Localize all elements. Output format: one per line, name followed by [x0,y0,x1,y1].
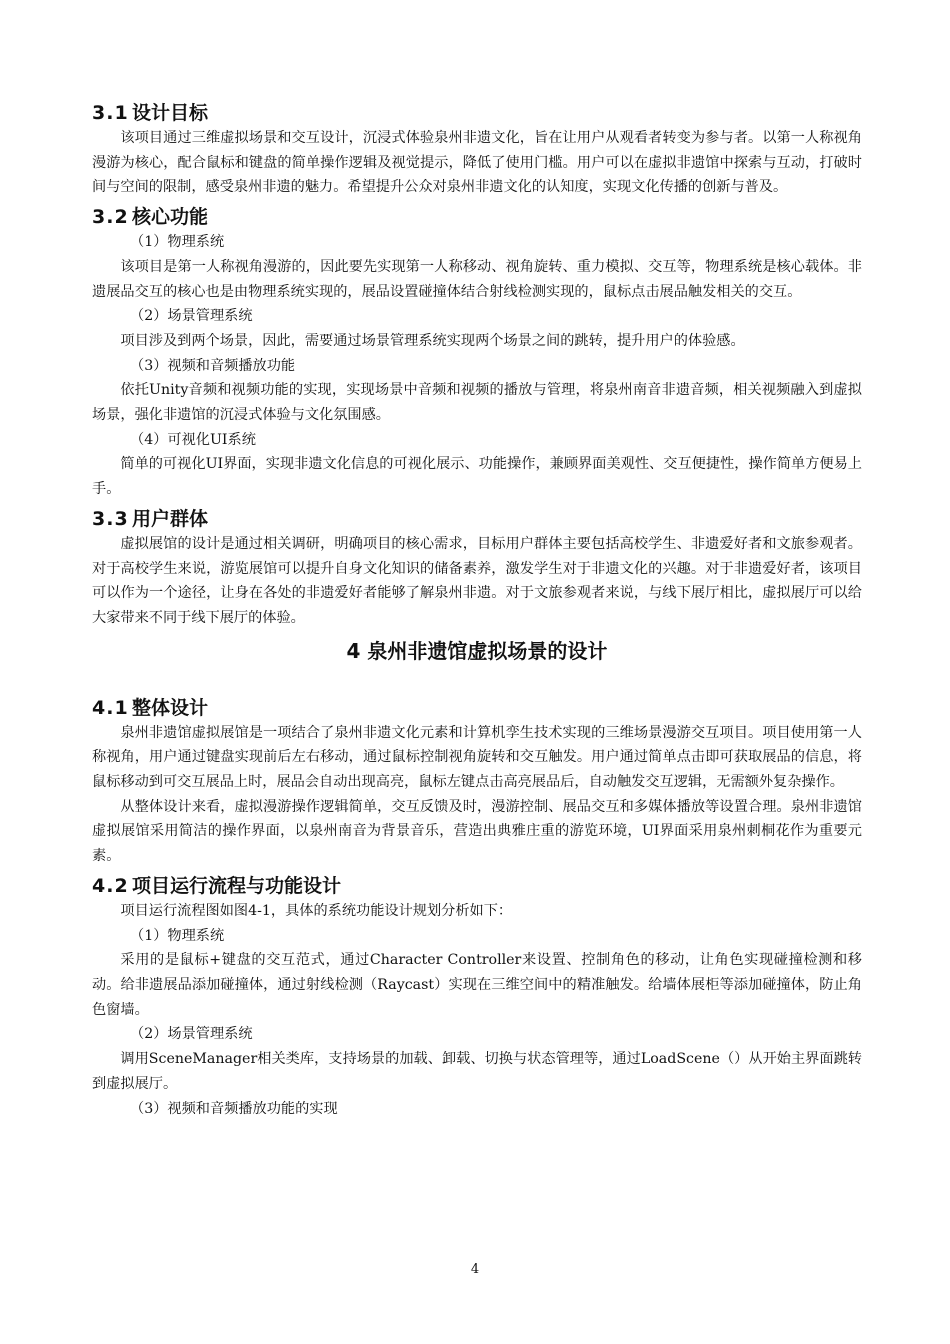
subheading: （4）可视化UI系统 [130,431,256,448]
paragraph: 依托Unity音频和视频功能的实现，实现场景中音频和视频的播放与管理，将泉州南音非遗音频，相关视频融入到虚拟场景，强化非遗馆的沉浸式体验与文化氛围感。 [92,382,862,424]
paragraph: 简单的可视化UI界面，实现非遗文化信息的可视化展示、功能操作，兼顾界面美观性、交互便捷性，操作简单方便易上手。 [92,456,862,498]
paragraph: 从整体设计来看，虚拟漫游操作逻辑简单，交互反馈及时，漫游控制、展品交互和多媒体播放等设置合理。泉州非遗馆虚拟展馆采用简洁的操作界面，以泉州南音为背景音乐，营造出典雅庄重的游览环境，UI界面采用泉州刺桐花作为重要元素。 [92,798,862,865]
section-heading-3-2: 3.2 核心功能 [92,206,209,229]
paragraph: 采用的是鼠标+键盘的交互范式，通过Character Controller来设置、控制角色的移动，让角色实现碰撞检测和移动。给非遗展品添加碰撞体，通过射线检测（Raycast）实现在三维空间中的精准触发。给墙体展柜等添加碰撞体，防止角色窗墙。 [92,952,862,1018]
paragraph: 调用SceneManager相关类库，支持场景的加载、卸载、切换与状态管理等，通过LoadScene（）从开始主界面跳转到虚拟展厅。 [92,1051,862,1092]
chapter-heading-4: 4 泉州非遗馆虚拟场景的设计 [346,638,608,663]
paragraph: 该项目通过三维虚拟场景和交互设计，沉浸式体验泉州非遗文化，旨在让用户从观看者转变为参与者。以第一人称视角漫游为核心，配合鼠标和键盘的简单操作逻辑及视觉提示，降低了使用门槛。用户可以在虚拟非遗馆中探索与互动，打破时间与空间的限制，感受泉州非遗的魅力。希望提升公众对泉州非遗文化的认知度，实现文化传播的创新与普及。 [92,130,862,196]
section-heading-4-2: 4.2 项目运行流程与功能设计 [92,874,342,897]
page-number: 4 [470,1262,480,1277]
paragraph: 项目运行流程图如图4-1，具体的系统功能设计规划分析如下： [120,902,513,919]
subheading: （3）视频和音频播放功能的实现 [130,1100,338,1117]
subheading: （1）物理系统 [130,234,225,251]
section-heading-3-3: 3.3 用户群体 [92,507,209,530]
paragraph: 项目涉及到两个场景，因此，需要通过场景管理系统实现两个场景之间的跳转，提升用户的体验感。 [120,332,745,349]
subheading: （1）物理系统 [130,927,225,944]
paragraph: 虚拟展馆的设计是通过相关调研，明确项目的核心需求，目标用户群体主要包括高校学生、非遗爱好者和文旅参观者。对于高校学生来说，游览展馆可以提升自身文化知识的储备素养，激发学生对于非遗文化的兴趣。对于非遗爱好者，该项目可以作为一个途径，让身在各处的非遗爱好者能够了解泉州非遗。对于文旅参观者来说，与线下展厅相比，虚拟展厅可以给大家带来不同于线下展厅的体验。 [92,535,862,626]
subheading: （3）视频和音频播放功能 [130,357,296,374]
subheading: （2）场景管理系统 [130,308,253,325]
paragraph: 泉州非遗馆虚拟展馆是一项结合了泉州非遗文化元素和计算机孪生技术实现的三维场景漫游交互项目。项目使用第一人称视角，用户通过键盘实现前后左右移动，通过鼠标控制视角旋转和交互触发。用户通过简单点击即可获取展品的信息，将鼠标移动到可交互展品上时，展品会自动出现高亮，鼠标左键点击高亮展品后，自动触发交互逻辑，无需额外复杂操作。 [92,724,862,791]
section-heading-3-1: 3.1 设计目标 [92,102,209,124]
document-page [92,100,862,1121]
paragraph: 该项目是第一人称视角漫游的，因此要先实现第一人称移动、视角旋转、重力模拟、交互等，物理系统是核心载体。非遗展品交互的核心也是由物理系统实现的，展品设置碰撞体结合射线检测实现的，鼠标点击展品触发相关的交互。 [92,258,862,300]
section-heading-4-1: 4.1 整体设计 [92,696,209,719]
subheading: （2）场景管理系统 [130,1026,253,1043]
